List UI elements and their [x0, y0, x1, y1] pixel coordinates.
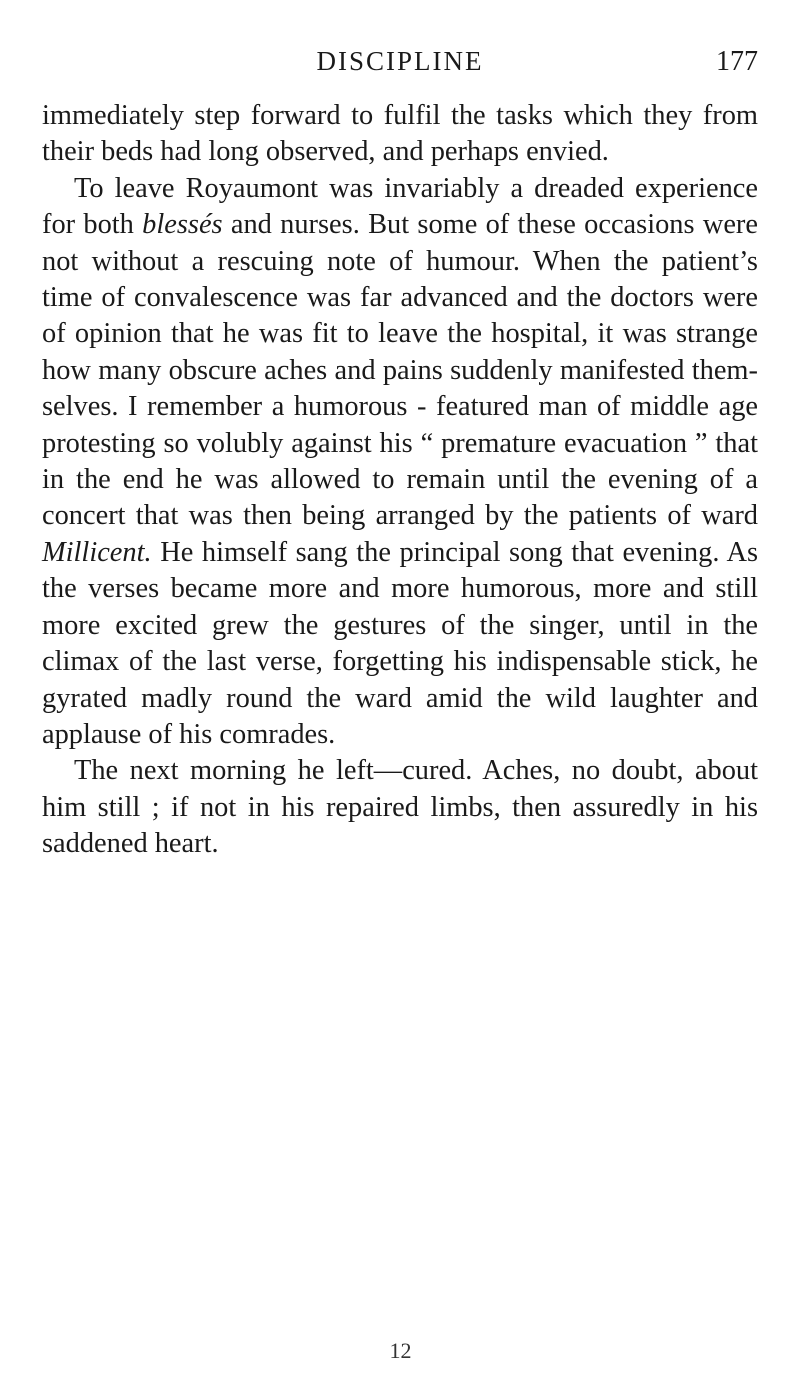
signature-mark: 12: [389, 1338, 412, 1363]
paragraph-text: To leave Royaumont was invariably a dreaded experience for both: [42, 172, 758, 241]
italic-ward-name: Millicent.: [42, 536, 152, 568]
body-text: [42, 98, 758, 863]
running-head: [42, 40, 758, 84]
paragraph-closing: The next morning he left—cured. Aches, no doubt, about him still ; if not in his repaired limbs, then assuredly in his saddened heart.: [42, 755, 758, 860]
paragraph-text: and nurses. But some of these occasions were not without a rescuing note of humour. When the patient’s time of convalescence was far advanced and the doctors were of opinion that he was fit to leave the hospital, it was strange how many obscure aches and pains suddenly manifested themselves. I remember a humorous - featured man of middle age protesting so volubly against his “ premature evacuation ” that in the end he was allowed to remain until the evening of a concert that was then being arranged by the patients of ward: [42, 209, 758, 532]
paragraph-text: He himself sang the principal song that evening. As the verses became more and more humorous, more and still more excited grew the gestures of the singer, until in the climax of the last verse, forgetting his indispensable stick, he gyrated madly round the ward amid the wild laughter and applause of his comrades.: [42, 536, 758, 750]
paragraph-royaumont: [42, 171, 758, 754]
page-number: 177: [716, 46, 758, 77]
running-title: DISCIPLINE: [316, 46, 484, 76]
italic-blesses: blessés: [142, 209, 223, 241]
book-page: [42, 40, 758, 863]
paragraph-continued: immediately step forward to fulfil the tasks which they from their beds had long observed, and perhaps envied.: [42, 100, 758, 168]
